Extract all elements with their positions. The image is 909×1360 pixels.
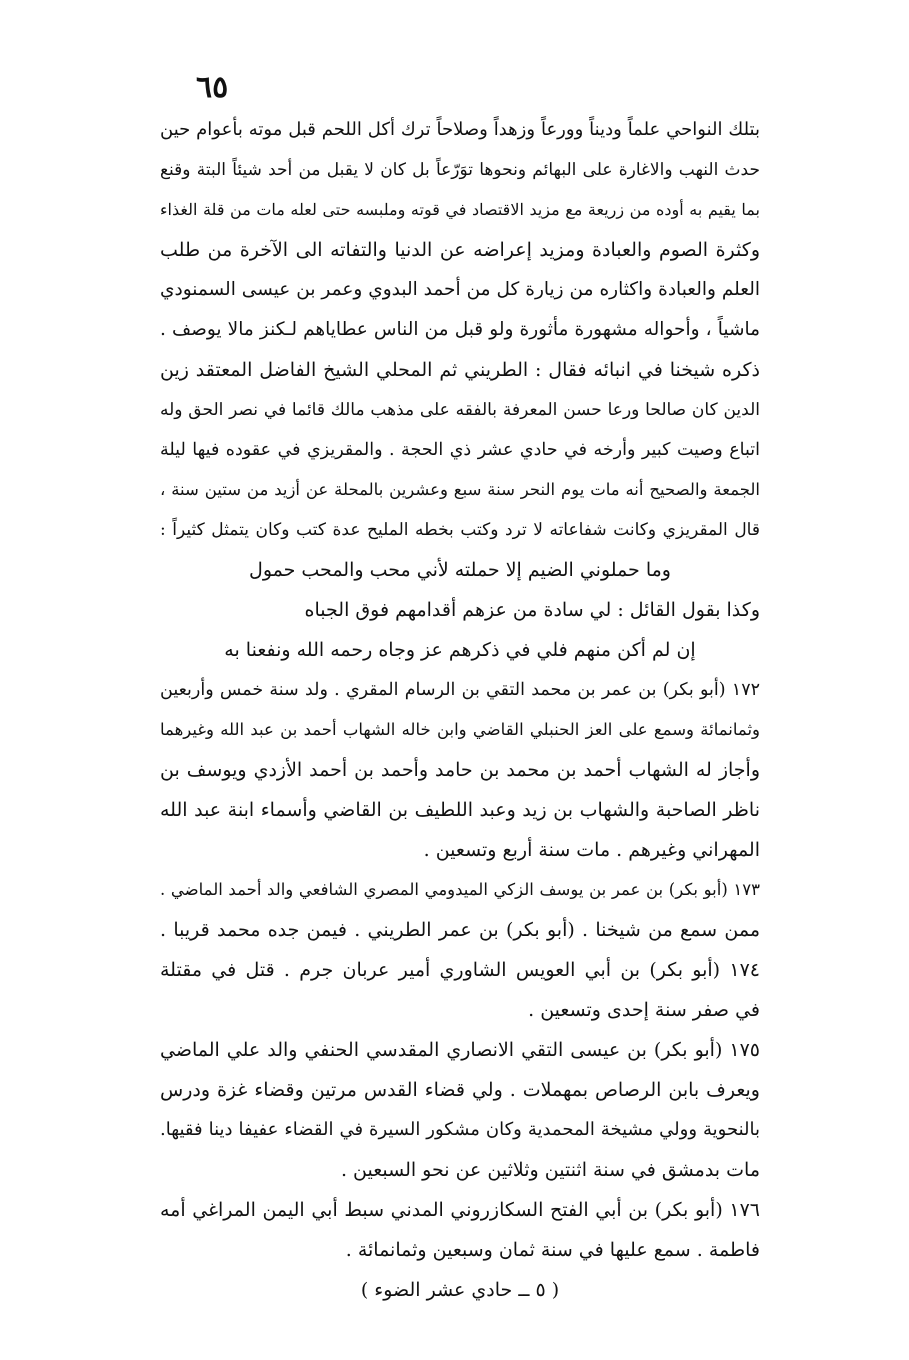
text-line: بالنحوية وولي مشيخة المحمدية وكان مشكور السيرة في القضاء عفيفا دينا فقيها. (160, 1119, 760, 1140)
text-line: فاطمة . سمع عليها في سنة ثمان وسبعين وثمانمائة . (345, 1239, 760, 1261)
signature-mark: ( ٥ ــ حادي عشر الضوء ) (360, 1279, 560, 1301)
text-line: ماشياً ، وأحواله مشهورة مأثورة ولو قبل من الناس عطاياهم لـكنز مالا يوصف . (160, 319, 760, 340)
verse-line: إن لم أكن منهم فلي في ذكرهم عز وجاه رحمه الله ونفعنا به (224, 639, 696, 661)
text-line: ممن سمع من شيخنا . (أبو بكر) بن عمر الطريني . فيمن جده محمد قريبا . (160, 919, 760, 941)
text-line: في صفر سنة إحدى وتسعين . (528, 999, 760, 1021)
entry-173-line: ١٧٣ (أبو بكر) بن عمر بن يوسف الزكي الميدومي المصري الشافعي والد أحمد الماضي . (160, 880, 760, 899)
entry-174-line: ١٧٤ (أبو بكر) بن أبي العويس الشاوري أمير عربان جرم . قتل في مقتلة (160, 959, 760, 981)
page-body-text (160, 110, 760, 1310)
text-line: اتباع وصيت كبير وأرخه في حادي عشر ذي الحجة . والمقريزي في عقوده فيها ليلة (160, 440, 760, 460)
text-line: ذكره شيخنا في انبائه فقال : الطريني ثم المحلي الشيخ الفاضل المعتقد زين (160, 359, 760, 381)
page-number: ٦٥ (196, 70, 229, 105)
text-line: وأجاز له الشهاب أحمد بن محمد بن حامد وأحمد بن أحمد الأزدي ويوسف بن (160, 759, 760, 781)
text-line: بما يقيم به أوده من زريعة مع مزيد الاقتصاد في قوته وملبسه حتى لعله مات من قلة الغذاء (160, 200, 760, 219)
entry-172-line: ١٧٢ (أبو بكر) بن عمر بن محمد التقي بن الرسام المقري . ولد سنة خمس وأربعين (160, 680, 760, 700)
verse-line: وما حملوني الضيم إلا حملته لأني محب والمحب حمول (249, 559, 671, 581)
text-line: وكثرة الصوم والعبادة ومزيد إعراضه عن الدنيا والتفاته الى الآخرة من طلب (160, 239, 760, 261)
entry-176-line: ١٧٦ (أبو بكر) بن أبي الفتح السكازروني المدني سبط أبي اليمن المراغي أمه (160, 1199, 760, 1221)
text-line: مات بدمشق في سنة اثنتين وثلاثين عن نحو السبعين . (340, 1159, 760, 1181)
text-line: ويعرف بابن الرصاص بمهملات . ولي قضاء القدس مرتين وقضاء غزة ودرس (160, 1079, 760, 1101)
text-line: قال المقريزي وكانت شفاعاته لا ترد وكتب بخطه المليح عدة كتب وكان يتمثل كثيراً : (160, 520, 760, 540)
text-line: بتلك النواحي علماً وديناً وورعاً وزهداً وصلاحاً ترك أكل اللحم قبل موته بأعوام حين (160, 119, 760, 140)
verse-line: وكذا بقول القائل : لي سادة من عزهم أقدامهم فوق الجباه (304, 599, 760, 621)
text-line: ناظر الصاحبة والشهاب بن زيد وعبد اللطيف بن القاضي وأسماء ابنة عبد الله (160, 799, 760, 821)
text-line: الجمعة والصحيح أنه مات يوم النحر سنة سبع وعشرين بالمحلة عن أزيد من ستين سنة ، (160, 480, 760, 499)
entry-175-line: ١٧٥ (أبو بكر) بن عيسى التقي الانصاري المقدسي الحنفي والد علي الماضي (160, 1039, 760, 1061)
text-line: العلم والعبادة واكثاره من زيارة كل من أحمد البدوي وعمر بن عيسى السمنودي (160, 279, 760, 300)
text-line: المهراني وغيرهم . مات سنة أربع وتسعين . (423, 839, 760, 861)
text-line: الدين كان صالحا ورعا حسن المعرفة بالفقه على مذهب مالك قائما في نصر الحق وله (160, 400, 760, 420)
text-line: حدث النهب والاغارة على البهائم ونحوها توَرّعاً بل كان لا يقبل من أحد شيئاً البتة وقنع (160, 160, 760, 180)
text-line: وثمانمائة وسمع على العز الحنبلي القاضي وابن خاله الشهاب أحمد بن عبد الله وغيرهما (160, 720, 760, 739)
